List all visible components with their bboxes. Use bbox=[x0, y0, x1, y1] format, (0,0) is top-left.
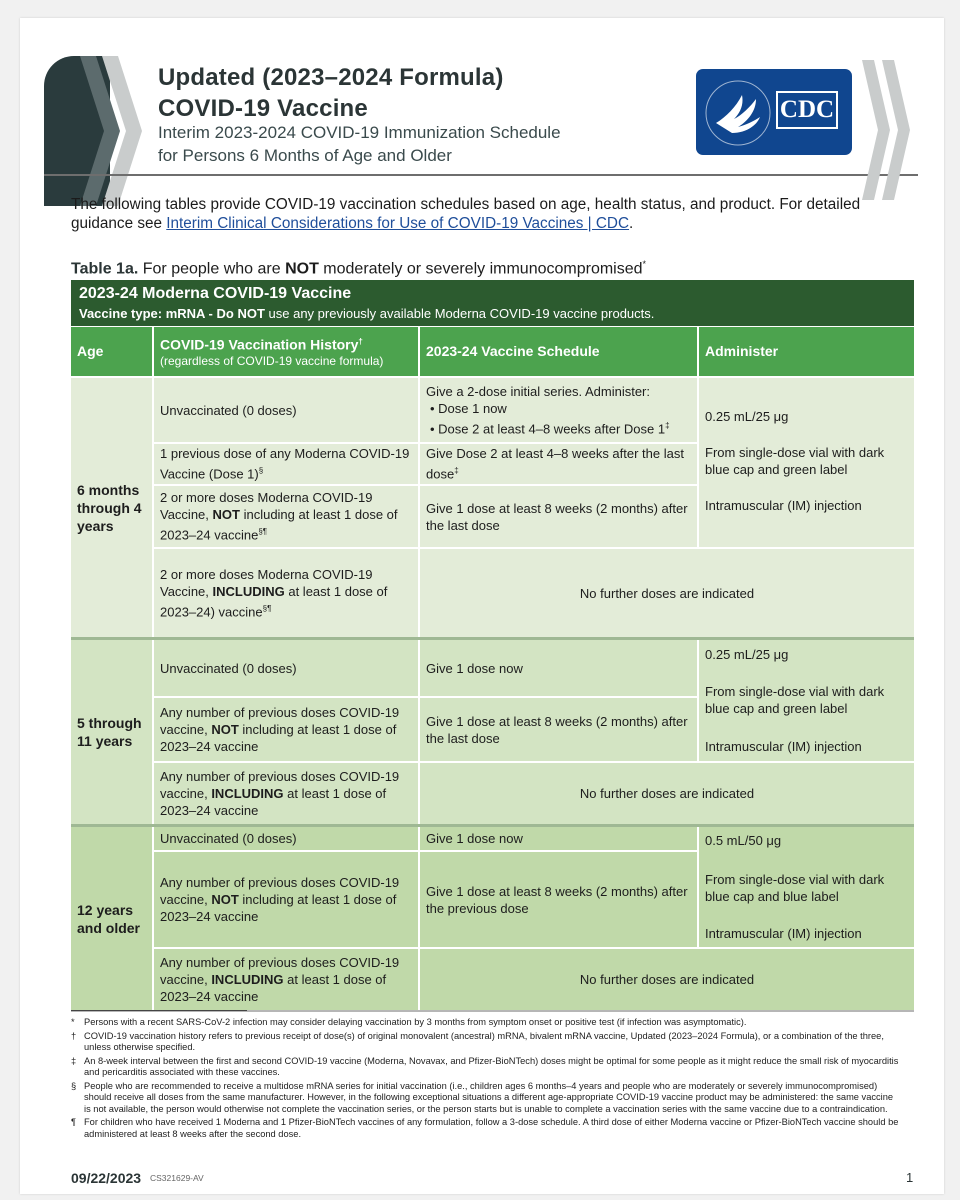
vaccine-type-line: Vaccine type: mRNA - Do NOT use any previously available Moderna COVID-19 vaccine products. bbox=[79, 306, 655, 321]
header-divider bbox=[44, 174, 918, 176]
cdc-logo bbox=[696, 69, 852, 155]
no-further-doses-cell: No further doses are indicated bbox=[420, 549, 914, 637]
vaccine-banner bbox=[71, 280, 914, 326]
intro-paragraph: The following tables provide COVID-19 vaccination schedules based on age, health status, and product. For detailed guidance see Interim Clinical Considerations for Use of COVID-19 Vaccines | CDC. bbox=[71, 196, 861, 232]
history-cell: Any number of previous doses COVID-19 vaccine, INCLUDING at least 1 dose of 2023–24 vaccine bbox=[154, 949, 418, 1010]
cdc-logo-text: CDC bbox=[776, 91, 838, 129]
column-header-history: COVID-19 Vaccination History† (regardless of COVID-19 vaccine formula) bbox=[154, 327, 418, 376]
history-cell: Unvaccinated (0 doses) bbox=[154, 378, 418, 442]
administer-cell: 0.5 mL/50 μg From single-dose vial with dark blue cap and blue label Intramuscular (IM) injection bbox=[699, 827, 914, 947]
footnote: † COVID-19 vaccination history refers to previous receipt of dose(s) of original monovalent (ancestral) mRNA, bivalent mRNA vaccine, Updated (2023–2024 Formula), or a combination of the three, unless otherwise specified. bbox=[71, 1030, 884, 1052]
footnote: § People who are recommended to receive a multidose mRNA series for initial vaccination (i.e., children ages 6 months–4 years and people who are moderately or severely immunocompromised) should receive all doses from the same manufacturer. However, in the following exceptional situations a different age-appropriate COVID-19 vaccine product may be administered: the same vaccine is not available, the person would otherwise not complete the vaccination series, or the person starts but is unable to complete a vaccination series with the same vaccine due to a contraindication. bbox=[71, 1080, 894, 1114]
schedule-cell: Give 1 dose at least 8 weeks (2 months) after the previous dose bbox=[420, 852, 697, 947]
document-page bbox=[20, 18, 944, 1194]
footnote: * Persons with a recent SARS-CoV-2 infection may consider delaying vaccination by 3 months from symptom onset or positive test (if infection was asymptomatic). bbox=[71, 1017, 747, 1027]
schedule-cell: Give Dose 2 at least 4–8 weeks after the last dose‡ bbox=[420, 444, 697, 484]
footnote: ¶ For children who have received 1 Moderna and 1 Pfizer-BioNTech vaccines of any formulation, follow a 3-dose schedule. A third dose of either Moderna vaccine or Pfizer-BioNTech vaccine should be administered at least 8 weeks after the second dose. bbox=[71, 1117, 899, 1139]
no-further-doses-cell: No further doses are indicated bbox=[420, 949, 914, 1010]
header-chevron-icon bbox=[102, 56, 142, 206]
history-cell: Unvaccinated (0 doses) bbox=[154, 827, 418, 850]
publication-date: 09/22/2023 bbox=[71, 1170, 142, 1186]
schedule-cell: Give 1 dose at least 8 weeks (2 months) after the last dose bbox=[420, 698, 697, 761]
document-subtitle-line2: for Persons 6 Months of Age and Older bbox=[158, 146, 452, 165]
footnotes bbox=[71, 1017, 901, 1142]
no-further-doses-cell: No further doses are indicated bbox=[420, 763, 914, 824]
vaccine-banner-title: 2023-24 Moderna COVID-19 Vaccine bbox=[79, 285, 352, 302]
header-right-chevron-icon bbox=[882, 60, 910, 200]
footnote-rule bbox=[71, 1010, 247, 1011]
page-number: 1 bbox=[906, 1170, 914, 1185]
document-subtitle-line1: Interim 2023-2024 COVID-19 Immunization Schedule bbox=[158, 123, 561, 142]
footnote: ‡ An 8-week interval between the first and second COVID-19 vaccine (Moderna, Novavax, and Pfizer-BioNTech) doses might be optimal for some people as it might reduce the small risk of myocarditis and pericarditis associated with these vaccines. bbox=[71, 1055, 899, 1077]
column-header-administer: Administer bbox=[699, 327, 914, 376]
document-title-line2: COVID-19 Vaccine bbox=[158, 95, 368, 122]
history-cell: Any number of previous doses COVID-19 vaccine, NOT including at least 1 dose of 2023–24 vaccine bbox=[154, 852, 418, 947]
history-cell: Any number of previous doses COVID-19 vaccine, NOT including at least 1 dose of 2023–24 vaccine bbox=[154, 698, 418, 761]
document-title-line1: Updated (2023–2024 Formula) bbox=[158, 64, 504, 91]
schedule-cell: Give 1 dose now bbox=[420, 827, 697, 850]
table-title: Table 1a. For people who are NOT moderately or severely immunocompromised* bbox=[71, 259, 647, 278]
schedule-cell: Give a 2-dose initial series. Administer: • Dose 1 now • Dose 2 at least 4–8 weeks after Dose 1‡ bbox=[420, 378, 697, 442]
clinical-considerations-link[interactable]: Interim Clinical Considerations for Use of COVID-19 Vaccines | CDC bbox=[166, 215, 630, 232]
history-cell: 2 or more doses Moderna COVID-19 Vaccine, NOT including at least 1 dose of 2023–24 vaccine§¶ bbox=[154, 486, 418, 547]
age-cell-12y-plus: 12 years and older bbox=[71, 827, 152, 1010]
column-header-age: Age bbox=[71, 327, 152, 376]
document-code: CS321629-AV bbox=[150, 1173, 204, 1183]
age-cell-6m-4y: 6 months through 4 years bbox=[71, 378, 152, 637]
age-cell-5-11y: 5 through 11 years bbox=[71, 640, 152, 824]
hhs-eagle-icon bbox=[702, 77, 774, 149]
history-cell: Any number of previous doses COVID-19 vaccine, INCLUDING at least 1 dose of 2023–24 vaccine bbox=[154, 763, 418, 824]
administer-cell: 0.25 mL/25 μg From single-dose vial with dark blue cap and green label Intramuscular (IM) injection bbox=[699, 640, 914, 761]
history-cell: 2 or more doses Moderna COVID-19 Vaccine, INCLUDING at least 1 dose of 2023–24) vaccine§¶ bbox=[154, 549, 418, 637]
schedule-cell: Give 1 dose at least 8 weeks (2 months) after the last dose bbox=[420, 486, 697, 547]
column-header-schedule: 2023-24 Vaccine Schedule bbox=[420, 327, 697, 376]
schedule-cell: Give 1 dose now bbox=[420, 640, 697, 696]
history-cell: 1 previous dose of any Moderna COVID-19 Vaccine (Dose 1)§ bbox=[154, 444, 418, 484]
history-cell: Unvaccinated (0 doses) bbox=[154, 640, 418, 696]
administer-cell: 0.25 mL/25 μg From single-dose vial with dark blue cap and green label Intramuscular (IM) injection bbox=[699, 378, 914, 547]
